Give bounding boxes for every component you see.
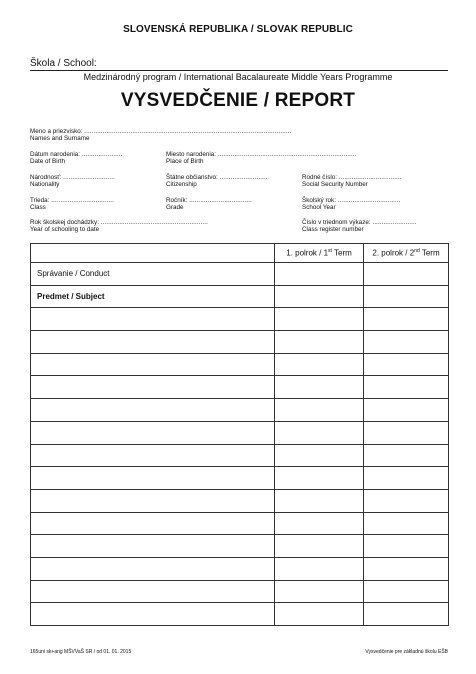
field-class-register-sk: Číslo v triednom výkaze: bbox=[302, 219, 371, 226]
field-class-register-en: Class register number bbox=[302, 226, 364, 234]
term2-grade-cell bbox=[364, 467, 449, 490]
subject-header-row bbox=[31, 285, 449, 308]
country-heading: SLOVENSKÁ REPUBLIKA / SLOVAK REPUBLIC bbox=[123, 24, 353, 35]
conduct-term1-cell bbox=[275, 263, 364, 286]
field-name-sk: Meno a priezvisko: bbox=[30, 128, 83, 135]
term2-grade-cell bbox=[364, 557, 449, 580]
conduct-term2-cell bbox=[364, 263, 449, 286]
field-ssn-sk: Rodné číslo: bbox=[302, 174, 338, 181]
conduct-row bbox=[31, 263, 449, 286]
term1-grade-cell bbox=[275, 399, 364, 422]
field-years-schooling-en: Year of schooling to date bbox=[30, 226, 100, 234]
field-name-en: Names and Surname bbox=[30, 135, 90, 143]
subject-row bbox=[31, 399, 449, 422]
field-ssn-en: Social Security Number bbox=[302, 181, 368, 189]
field-pob: Miesto narodenia: ........................................................................... Place of Birth bbox=[166, 151, 357, 166]
field-name: Meno a priezvisko: ................................................................................................................ Names and Surname bbox=[30, 128, 292, 143]
term2-grade-cell bbox=[364, 603, 449, 626]
programme-title: Medzinárodný program / International Bacalaureate Middle Years Programme bbox=[83, 72, 393, 82]
field-grade: Ročník: .................................. Grade bbox=[166, 197, 252, 212]
term1-grade-cell bbox=[275, 580, 364, 603]
subject-row bbox=[31, 467, 449, 490]
term2-grade-cell bbox=[364, 444, 449, 467]
subject-name-cell bbox=[31, 331, 275, 354]
conduct-label: Správanie / Conduct bbox=[31, 263, 275, 286]
subject-row bbox=[31, 535, 449, 558]
field-dob-en: Date of Birth bbox=[30, 158, 65, 166]
subject-row bbox=[31, 353, 449, 376]
term1-grade-cell bbox=[275, 603, 364, 626]
term1-grade-cell bbox=[275, 535, 364, 558]
subject-row bbox=[31, 512, 449, 535]
term1-grade-cell bbox=[275, 421, 364, 444]
term2-grade-cell bbox=[364, 489, 449, 512]
field-school-year-en: School Year bbox=[302, 204, 336, 212]
subject-name-cell bbox=[31, 421, 275, 444]
field-nationality-en: Nationality bbox=[30, 181, 60, 189]
term1-grade-cell bbox=[275, 331, 364, 354]
field-years-schooling-sk: Rok školskej dochádzky: bbox=[30, 219, 99, 226]
subject-term2-cell bbox=[364, 285, 449, 308]
school-label: Škola / School: bbox=[30, 58, 97, 69]
term2-grade-cell bbox=[364, 421, 449, 444]
field-ssn: Rodné číslo: .................................. Social Security Number bbox=[302, 174, 402, 189]
term1-grade-cell bbox=[275, 512, 364, 535]
term1-header: 1. polrok / 1st Term bbox=[275, 244, 364, 263]
term2-header: 2. polrok / 2nd Term bbox=[364, 244, 449, 263]
field-class-register: Číslo v triednom výkaze: ........................ Class register number bbox=[302, 219, 417, 234]
term2-grade-cell bbox=[364, 376, 449, 399]
field-nationality-sk: Národnosť: bbox=[30, 174, 62, 181]
term1-grade-cell bbox=[275, 376, 364, 399]
field-class: Trieda: .................................. Class bbox=[30, 197, 115, 212]
subject-name-cell bbox=[31, 444, 275, 467]
term1-grade-cell bbox=[275, 353, 364, 376]
field-pob-en: Place of Birth bbox=[166, 158, 204, 166]
report-title: VYSVEDČENIE / REPORT bbox=[120, 90, 356, 111]
subject-row bbox=[31, 421, 449, 444]
term2-grade-cell bbox=[364, 535, 449, 558]
grades-table bbox=[30, 243, 449, 626]
field-class-en: Class bbox=[30, 204, 46, 212]
field-school-year-sk: Školský rok: bbox=[302, 197, 336, 204]
field-grade-en: Grade bbox=[166, 204, 184, 212]
field-citizenship-sk: Štátne občianstvo: bbox=[166, 174, 218, 181]
header-blank-cell bbox=[31, 244, 275, 263]
subject-name-cell bbox=[31, 512, 275, 535]
subject-row bbox=[31, 489, 449, 512]
term1-grade-cell bbox=[275, 489, 364, 512]
table-header-row bbox=[31, 244, 449, 263]
field-pob-sk: Miesto narodenia: bbox=[166, 151, 217, 158]
field-citizenship-en: Citizenship bbox=[166, 181, 197, 189]
field-dob-sk: Dátum narodenia: bbox=[30, 151, 81, 158]
term1-grade-cell bbox=[275, 557, 364, 580]
subject-row bbox=[31, 557, 449, 580]
subject-name-cell bbox=[31, 399, 275, 422]
subject-name-cell bbox=[31, 580, 275, 603]
subject-term1-cell bbox=[275, 285, 364, 308]
field-citizenship: Štátne občianstvo: .......................... Citizenship bbox=[166, 174, 268, 189]
term2-grade-cell bbox=[364, 512, 449, 535]
field-school-year: Školský rok: .................................. School Year bbox=[302, 197, 401, 212]
subject-name-cell bbox=[31, 535, 275, 558]
field-years-schooling: Rok školskej dochádzky: .......................................................... Year of schooling to date bbox=[30, 219, 208, 234]
footer-form-name: Vysvedčenie pre základnú školu EŠB bbox=[365, 649, 448, 655]
subject-row bbox=[31, 376, 449, 399]
term2-grade-cell bbox=[364, 399, 449, 422]
subject-row bbox=[31, 580, 449, 603]
term1-grade-cell bbox=[275, 467, 364, 490]
field-nationality: Národnosť: ............................ Nationality bbox=[30, 174, 115, 189]
term2-grade-cell bbox=[364, 580, 449, 603]
subject-name-cell bbox=[31, 308, 275, 331]
subject-row bbox=[31, 444, 449, 467]
subject-row bbox=[31, 331, 449, 354]
field-grade-sk: Ročník: bbox=[166, 197, 188, 204]
subject-name-cell bbox=[31, 603, 275, 626]
subject-name-cell bbox=[31, 489, 275, 512]
field-dob: Dátum narodenia: ...................... Date of Birth bbox=[30, 151, 123, 166]
term2-grade-cell bbox=[364, 308, 449, 331]
subject-label: Predmet / Subject bbox=[31, 285, 275, 308]
term1-grade-cell bbox=[275, 308, 364, 331]
footer-form-code: 165uni sk+ang MŠVVaŠ SR / od 01. 01. 2015 bbox=[30, 649, 132, 655]
field-class-sk: Trieda: bbox=[30, 197, 50, 204]
subject-name-cell bbox=[31, 467, 275, 490]
subject-name-cell bbox=[31, 353, 275, 376]
term2-grade-cell bbox=[364, 353, 449, 376]
subject-name-cell bbox=[31, 376, 275, 399]
subject-row bbox=[31, 603, 449, 626]
school-underline bbox=[30, 70, 448, 71]
term1-grade-cell bbox=[275, 444, 364, 467]
subject-row bbox=[31, 308, 449, 331]
term2-grade-cell bbox=[364, 331, 449, 354]
subject-name-cell bbox=[31, 557, 275, 580]
